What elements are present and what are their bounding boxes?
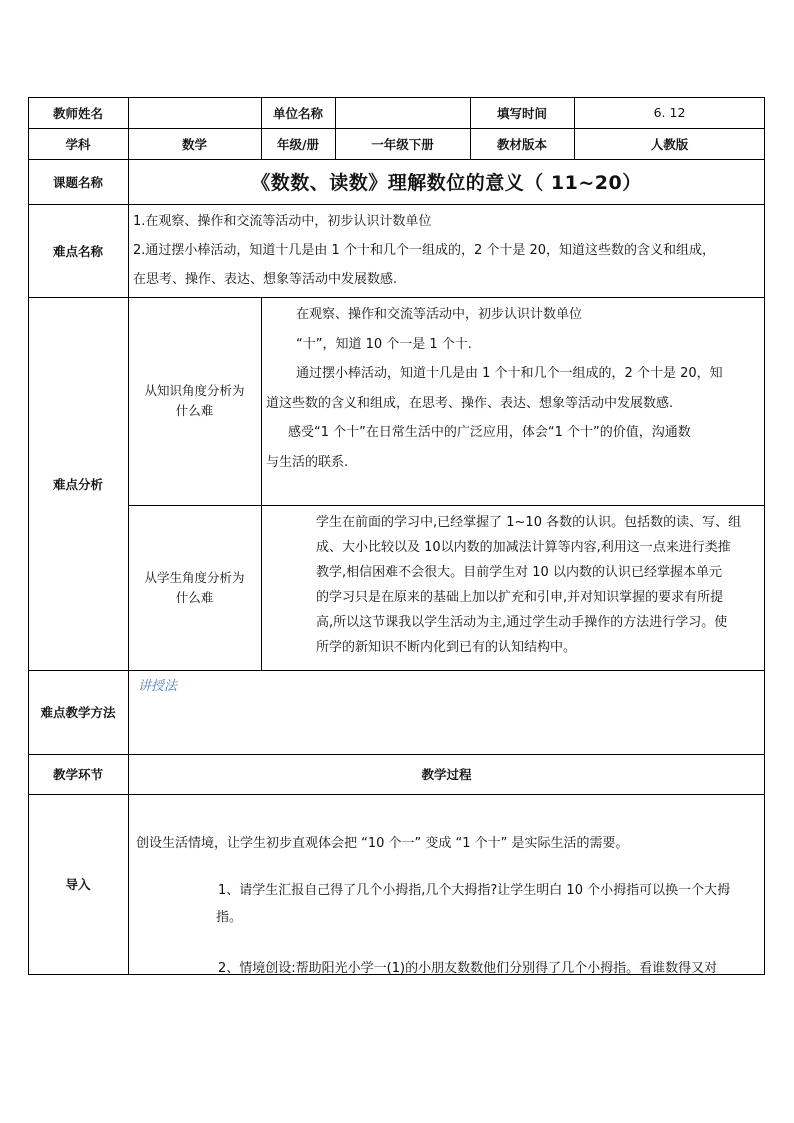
subject-value: 数学 bbox=[181, 136, 207, 152]
method-label-text: 难点教学方法 bbox=[40, 705, 116, 720]
student-line: 学生在前面的学习中,已经掌握了 1~10 各数的认识。包括数的读、写、组 bbox=[316, 515, 742, 530]
unit-name-field[interactable] bbox=[335, 97, 470, 128]
knowledge-line: “十”，知道 10 个一是 1 个十. bbox=[296, 336, 472, 352]
difficulty-content bbox=[133, 207, 763, 295]
student-line: 所学的新知识不断内化到已有的认知结构中。 bbox=[316, 640, 577, 655]
student-angle-content bbox=[266, 510, 763, 668]
grade-value: 一年级下册 bbox=[371, 136, 434, 152]
knowledge-line: 道这些数的含义和组成，在思考、操作、表达、想象等活动中发展数感. bbox=[266, 395, 674, 411]
knowledge-line: 在观察、操作和交流等活动中，初步认识计数单位 bbox=[296, 307, 583, 322]
intro-step-2: 2、情境创设:帮助阳光小学一(1)的小朋友数数他们分别得了几个小拇指。看谁数得又对 bbox=[218, 961, 718, 976]
method-value: 讲授法 bbox=[138, 679, 178, 694]
student-angle-label bbox=[128, 505, 261, 670]
grade-label: 年级/册 bbox=[276, 136, 320, 152]
student-line: 成、大小比较以及 10以内数的加减法计算等内容,利用这一点来进行类推 bbox=[316, 540, 731, 555]
knowledge-angle-label bbox=[128, 297, 261, 505]
analysis-label: 难点分析 bbox=[52, 476, 103, 492]
student-line: 教学,相信困难不会很大。目前学生对 10 以内数的认识已经掌握本单元 bbox=[316, 565, 722, 580]
difficulty-line: 2.通过摆小棒活动，知道十几是由 1 个十和几个一组成的，2 个十是 20，知道这些数的含义和组成， bbox=[133, 243, 716, 258]
edition-label: 教材版本 bbox=[496, 136, 547, 152]
grid-line bbox=[764, 97, 765, 975]
knowledge-line: 与生活的联系. bbox=[266, 454, 349, 470]
teacher-name-label: 教师姓名 bbox=[52, 105, 103, 121]
stage-header: 教学环节 bbox=[52, 767, 103, 782]
subject-label: 学科 bbox=[65, 136, 91, 152]
knowledge-angle-label-line: 什么难 bbox=[175, 403, 214, 418]
student-angle-label-line: 从学生角度分析为 bbox=[144, 569, 245, 585]
intro-step-1 bbox=[218, 877, 763, 937]
lesson-plan-table bbox=[28, 97, 765, 975]
student-line: 高,所以这节课我以学生活动为主,通过学生动手操作的方法进行学习。使 bbox=[316, 615, 728, 630]
fill-time-value: 6. 12 bbox=[653, 105, 686, 120]
knowledge-angle-label-line: 从知识角度分析为 bbox=[144, 383, 245, 398]
teacher-name-field[interactable] bbox=[128, 97, 261, 128]
grid-line bbox=[28, 204, 765, 205]
edition-value: 人教版 bbox=[650, 136, 689, 152]
difficulty-line: 在思考、操作、表达、想象等活动中发展数感. bbox=[133, 272, 398, 287]
student-angle-label-line: 什么难 bbox=[175, 589, 214, 605]
difficulty-line: 1.在观察、操作和交流等活动中，初步认识计数单位 bbox=[133, 214, 432, 229]
knowledge-line: 感受“1 个十”在日常生活中的广泛应用，体会“1 个十”的价值，沟通数 bbox=[288, 425, 691, 440]
grid-line bbox=[261, 297, 262, 670]
intro-line: 创设生活情境，让学生初步直观体会把 “10 个一” 变成 “1 个十” 是实际生活的需要。 bbox=[136, 836, 629, 851]
knowledge-angle-content bbox=[266, 300, 763, 500]
grid-line bbox=[28, 794, 765, 795]
topic-title: 《数数、读数》理解数位的意义（ 11~20） bbox=[251, 172, 642, 194]
fill-time-label: 填写时间 bbox=[496, 105, 547, 121]
topic-label: 课题名称 bbox=[52, 174, 103, 190]
intro-step-1-line: 1、请学生汇报自己得了几个小拇指,几个大拇指?让学生明白 10 个小拇指可以换一个大拇 bbox=[218, 883, 731, 898]
process-header: 教学过程 bbox=[421, 767, 472, 782]
intro-label: 导入 bbox=[65, 877, 91, 892]
student-line: 的学习只是在原来的基础上加以扩充和引申,并对知识掌握的要求有所提 bbox=[316, 590, 724, 605]
difficulty-label: 难点名称 bbox=[52, 243, 103, 259]
intro-step-1-line: 指。 bbox=[216, 910, 243, 925]
unit-name-label: 单位名称 bbox=[272, 105, 323, 121]
knowledge-line: 通过摆小棒活动，知道十几是由 1 个十和几个一组成的，2 个十是 20，知 bbox=[296, 366, 723, 381]
grid-line bbox=[28, 670, 765, 671]
